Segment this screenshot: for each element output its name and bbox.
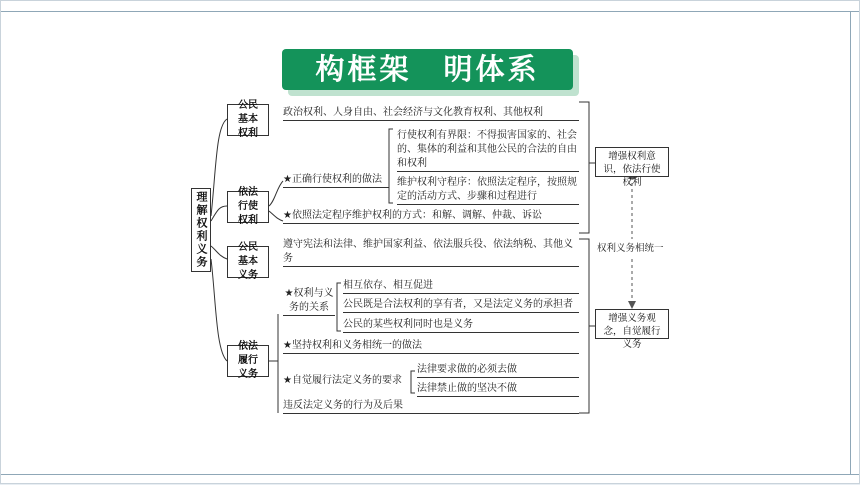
rights-content: 政治权利、人身自由、社会经济与文化教育权利、其他权利 bbox=[283, 106, 579, 121]
root-node: 理解权利义务 bbox=[191, 188, 211, 272]
branch-fulfill-box bbox=[227, 341, 269, 380]
violation-text: 违反法定义务的行为及后果 bbox=[283, 399, 579, 414]
relation-heading: ★权利与义务的关系 bbox=[283, 287, 335, 316]
requirement-item: 法律要求做的必须去做 bbox=[417, 363, 579, 378]
requirement-heading: ★自觉履行法定义务的要求 bbox=[283, 375, 402, 386]
legal-procedure-text: ★依照法定程序维护权利的方式：和解、调解、仲裁、诉讼 bbox=[283, 209, 579, 224]
right-bottom-box: 增强义务观念，自觉履行义务 bbox=[595, 309, 669, 339]
boundary-text: 行使权利有界限：不得损害国家的、社会的、集体的利益和其他公民的合法的自由和权利 bbox=[397, 129, 579, 172]
branch-exercise-label: 依法行使权利 bbox=[238, 187, 258, 226]
branch-exercise-box bbox=[227, 187, 269, 226]
duties-content: 遵守宪法和法律、维护国家利益、依法服兵役、依法纳税、其他义务 bbox=[283, 238, 579, 267]
relation-item: 公民的某些权利同时也是义务 bbox=[343, 318, 579, 333]
right-middle-label: 权利义务相统一 bbox=[597, 243, 664, 254]
requirement-item: 法律禁止做的坚决不做 bbox=[417, 382, 579, 397]
correct-way-heading: ★正确行使权利的做法 bbox=[283, 173, 389, 188]
uphold-heading: ★坚持权利和义务相统一的做法 bbox=[283, 339, 579, 354]
right-top-box: 增强权利意识，依法行使权利 bbox=[595, 147, 669, 177]
branch-rights-label: 公民基本权利 bbox=[238, 100, 258, 139]
relation-item: 相互依存、相互促进 bbox=[343, 279, 579, 294]
branch-fulfill-label: 依法履行义务 bbox=[238, 341, 258, 380]
branch-duties-box bbox=[227, 242, 269, 281]
branch-rights-box bbox=[227, 100, 269, 139]
relation-item: 公民既是合法权利的享有者，又是法定义务的承担者 bbox=[343, 298, 579, 313]
section-title: 构框架 明体系 bbox=[282, 49, 573, 90]
branch-duties-label: 公民基本义务 bbox=[238, 242, 258, 281]
procedure-text: 维护权利守程序：依照法定程序，按照规定的活动方式、步骤和过程进行 bbox=[397, 176, 579, 205]
